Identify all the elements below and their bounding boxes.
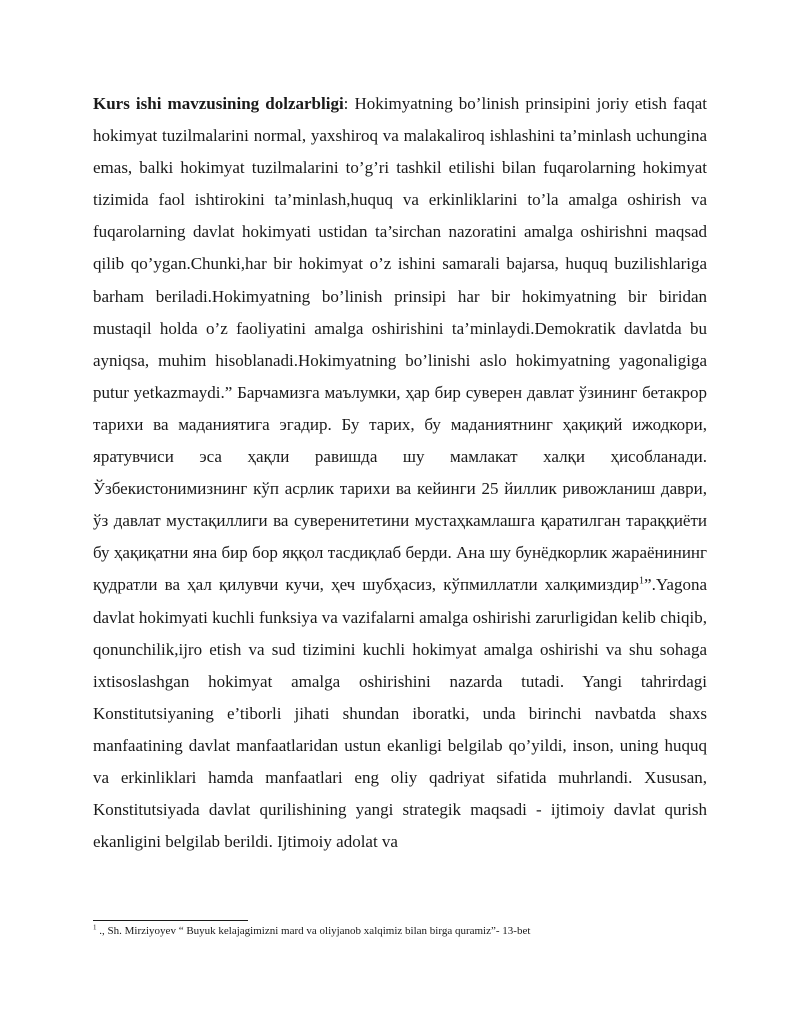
paragraph-text-part-2: ”.Yagona davlat hokimyati kuchli funksiya va vazifalarni amalga oshirishi zarurligidan kelib chiqib, qonunchilik,ijro etish va sud tizimini kuchli hokimyat amalga oshirishi va shu sohaga ixtisoslashgan hokimyat amalga oshirishini nazarda tutadi. Yangi tahrirdagi Konstitutsiyaning e’tiborli jihati shundan iboratki, unda birinchi navbatda shaxs manfaatining davlat manfaatlaridan ustun ekanligi belgilab qo’yildi, inson, uning huquq va erkinliklari hamda manfaatlari eng oliy qadriyat sifatida muhrlandi. Xususan, Konstitutsiyada davlat qurilishining yangi strategik maqsadi - ijtimoiy davlat qurish ekanligini belgilab berildi. Ijtimoiy adolat va <box>93 575 707 852</box>
footnote-separator <box>93 920 248 921</box>
heading-colon: : <box>343 94 349 113</box>
paragraph-text-part-1: Hokimyatning bo’linish prinsipini joriy etish faqat hokimyat tuzilmalarini normal, yaxshiroq va malakaliroq ishlashini ta’minlash uchungina emas, balki hokimyat tuzilmalarini to’g’ri tashkil etilishi bilan fuqarolarning hokimyat tizimida faol ishtirokini ta’minlash,huquq va erkinliklarini to’la amalga oshirish va fuqarolarning davlat hokimyati ustidan ta’sirchan nazoratini amalga oshirishni maqsad qilib qo’ygan.Chunki,har bir hokimyat o’z ishini samarali bajarsa, huquq buzilishlariga barham beriladi.Hokimyatning bo’linish prinsipi har bir hokimyatning bir biridan mustaqil holda o’z faoliyatini amalga oshirishini ta’minlaydi.Demokratik davlatda bu ayniqsa, muhim hisoblanadi.Hokimyatning bo’linishi aslo hokimyatning yagonaligiga putur yetkazmaydi.” Барчамизга маълумки, ҳар бир суверен давлат ўзининг бетакрор тарихи ва маданиятига эгадир. Бу тарих, бу маданиятнинг ҳақиқий ижодкори, яратувчиси эса ҳақли равишда шу мамлакат халқи ҳисобланади. Ўзбекистонимизнинг кўп асрлик тарихи ва кейинги 25 йиллик ривожланиш даври, ўз давлат мустақиллиги ва суверенитетини мустаҳкамлашга қаратилган тараққиёти бу ҳақиқатни яна бир бор яққол тасдиқлаб берди. Ана шу бунёдкорлик жараёнининг қудратли ва ҳал қилувчи кучи, ҳеч шубҳасиз, кўпмиллатли халқимиздир <box>93 94 707 595</box>
footnote-text: ., Sh. Mirziyoyev “ Buyuk kelajagimizni mard va oliyjanob xalqimiz bilan birga quramiz”- 13-bet <box>96 925 531 937</box>
body-paragraph <box>93 88 707 858</box>
footnote-reference[interactable]: 1 <box>639 575 645 587</box>
footnote-mark: 1 <box>93 923 97 932</box>
document-page <box>93 88 707 858</box>
footnote <box>93 924 713 938</box>
section-heading: Kurs ishi mavzusining dolzarbligi <box>93 94 344 113</box>
